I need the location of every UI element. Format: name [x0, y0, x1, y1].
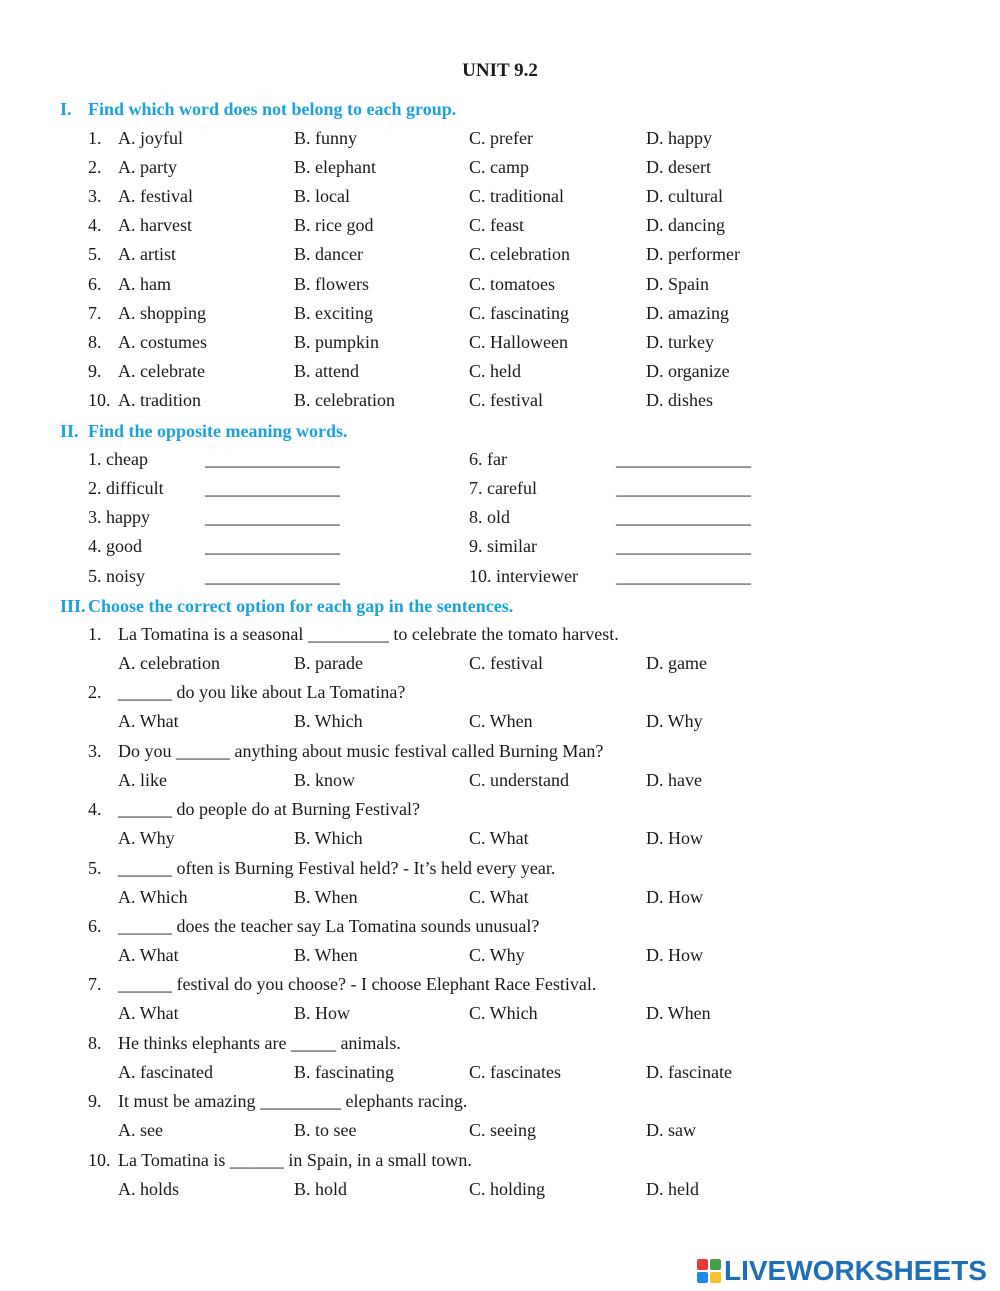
question-number: 5. [88, 244, 102, 264]
option-b: B. When [294, 887, 358, 907]
section-2-heading [60, 421, 348, 442]
option-d: D. How [646, 828, 703, 848]
option-b: B. dancer [294, 244, 363, 264]
question-number: 9. [88, 361, 102, 381]
option-b: B. flowers [294, 274, 369, 294]
section-3-title: Choose the correct option for each gap in the sentences. [88, 596, 514, 616]
answer-blank-right[interactable]: _______________ [616, 449, 751, 469]
option-a: A. shopping [118, 303, 207, 323]
answer-blank-right[interactable]: _______________ [616, 566, 751, 586]
option-c: C. tomatoes [469, 274, 555, 294]
question-text: It must be amazing _________ elephants racing. [118, 1091, 468, 1111]
question-number: 10. [88, 1150, 111, 1170]
option-c: C. festival [469, 390, 543, 410]
answer-blank-right[interactable]: _______________ [616, 536, 751, 556]
option-c: C. celebration [469, 244, 570, 264]
question-row [0, 332, 1000, 361]
question-row [0, 799, 1000, 828]
opposite-row [0, 478, 1000, 507]
question-number: 10. [88, 390, 111, 410]
option-b: B. funny [294, 128, 357, 148]
option-d: D. fascinate [646, 1062, 732, 1082]
question-text: ______ do you like about La Tomatina? [118, 682, 406, 702]
question-row [0, 741, 1000, 770]
word-left: 3. happy [88, 507, 150, 527]
option-a: A. tradition [118, 390, 201, 410]
option-a: A. Why [118, 828, 175, 848]
question-number: 6. [88, 916, 102, 936]
option-c: C. traditional [469, 186, 564, 206]
word-right: 7. careful [469, 478, 537, 498]
question-text: ______ does the teacher say La Tomatina sounds unusual? [118, 916, 540, 936]
option-d: D. desert [646, 157, 711, 177]
question-text: Do you ______ anything about music festival called Burning Man? [118, 741, 604, 761]
question-number: 8. [88, 1033, 102, 1053]
option-a: A. costumes [118, 332, 207, 352]
option-b: B. local [294, 186, 350, 206]
option-b: B. Which [294, 828, 363, 848]
opposite-row [0, 566, 1000, 595]
option-a: A. joyful [118, 128, 183, 148]
section-1-number: I. [60, 99, 72, 119]
question-row [0, 974, 1000, 1003]
question-number: 2. [88, 157, 102, 177]
liveworksheets-logo [697, 1256, 987, 1286]
option-a: A. celebration [118, 653, 220, 673]
section-3-heading [60, 596, 513, 617]
option-c: C. festival [469, 653, 543, 673]
section-2-title: Find the opposite meaning words. [88, 421, 348, 441]
option-d: D. happy [646, 128, 712, 148]
page-title: UNIT 9.2 [462, 60, 538, 81]
options-row [0, 1062, 1000, 1091]
word-left: 5. noisy [88, 566, 146, 586]
options-row [0, 653, 1000, 682]
question-row [0, 916, 1000, 945]
option-c: C. fascinates [469, 1062, 561, 1082]
option-c: C. seeing [469, 1120, 536, 1140]
option-b: B. hold [294, 1179, 348, 1199]
word-left: 2. difficult [88, 478, 164, 498]
option-a: A. party [118, 157, 177, 177]
option-a: A. see [118, 1120, 163, 1140]
option-b: B. exciting [294, 303, 373, 323]
question-number: 3. [88, 186, 102, 206]
option-c: C. fascinating [469, 303, 569, 323]
option-c: C. feast [469, 215, 524, 235]
options-row [0, 1179, 1000, 1208]
option-b: B. fascinating [294, 1062, 394, 1082]
option-b: B. attend [294, 361, 359, 381]
question-row [0, 1033, 1000, 1062]
option-a: A. celebrate [118, 361, 205, 381]
option-c: C. held [469, 361, 521, 381]
opposite-row [0, 507, 1000, 536]
answer-blank-left[interactable]: _______________ [205, 536, 340, 556]
option-b: B. rice god [294, 215, 374, 235]
question-number: 4. [88, 215, 102, 235]
logo-text: LIVEWORKSHEETS [724, 1255, 987, 1286]
question-row [0, 624, 1000, 653]
question-text: La Tomatina is a seasonal _________ to celebrate the tomato harvest. [118, 624, 619, 644]
question-number: 9. [88, 1091, 102, 1111]
options-row [0, 711, 1000, 740]
option-d: D. turkey [646, 332, 714, 352]
option-c: C. camp [469, 157, 529, 177]
answer-blank-right[interactable]: _______________ [616, 507, 751, 527]
option-c: C. What [469, 828, 529, 848]
question-number: 6. [88, 274, 102, 294]
option-a: A. fascinated [118, 1062, 213, 1082]
question-row [0, 303, 1000, 332]
word-right: 6. far [469, 449, 507, 469]
question-number: 5. [88, 858, 102, 878]
question-row [0, 244, 1000, 273]
answer-blank-left[interactable]: _______________ [205, 566, 340, 586]
option-d: D. How [646, 887, 703, 907]
logo-icon [697, 1259, 721, 1283]
section-3-number: III. [60, 596, 86, 616]
option-d: D. saw [646, 1120, 696, 1140]
answer-blank-left[interactable]: _______________ [205, 478, 340, 498]
section-1-title: Find which word does not belong to each group. [88, 99, 457, 119]
question-number: 7. [88, 974, 102, 994]
option-c: C. understand [469, 770, 569, 790]
option-d: D. game [646, 653, 707, 673]
answer-blank-right[interactable]: _______________ [616, 478, 751, 498]
question-text: ______ festival do you choose? - I choose Elephant Race Festival. [118, 974, 597, 994]
option-b: B. celebration [294, 390, 395, 410]
word-right: 9. similar [469, 536, 537, 556]
word-left: 4. good [88, 536, 142, 556]
question-row [0, 1150, 1000, 1179]
opposite-row [0, 536, 1000, 565]
option-d: D. have [646, 770, 702, 790]
option-d: D. When [646, 1003, 711, 1023]
question-row [0, 858, 1000, 887]
option-c: C. When [469, 711, 533, 731]
question-row [0, 128, 1000, 157]
question-number: 4. [88, 799, 102, 819]
option-d: D. held [646, 1179, 699, 1199]
option-b: B. know [294, 770, 356, 790]
option-a: A. What [118, 711, 179, 731]
question-row [0, 157, 1000, 186]
options-row [0, 945, 1000, 974]
option-a: A. like [118, 770, 167, 790]
option-b: B. parade [294, 653, 363, 673]
word-right: 8. old [469, 507, 511, 527]
answer-blank-left[interactable]: _______________ [205, 449, 340, 469]
word-right: 10. interviewer [469, 566, 578, 586]
options-row [0, 770, 1000, 799]
option-a: A. Which [118, 887, 188, 907]
options-row [0, 887, 1000, 916]
section-1-heading [60, 99, 456, 120]
question-text: La Tomatina is ______ in Spain, in a small town. [118, 1150, 472, 1170]
options-row [0, 1120, 1000, 1149]
question-text: He thinks elephants are _____ animals. [118, 1033, 401, 1053]
option-b: B. pumpkin [294, 332, 380, 352]
question-number: 1. [88, 624, 102, 644]
option-a: A. holds [118, 1179, 180, 1199]
option-a: A. festival [118, 186, 193, 206]
option-a: A. What [118, 945, 179, 965]
option-d: D. Spain [646, 274, 709, 294]
option-d: D. performer [646, 244, 740, 264]
option-d: D. amazing [646, 303, 729, 323]
option-d: D. Why [646, 711, 703, 731]
options-row [0, 1003, 1000, 1032]
option-b: B. to see [294, 1120, 357, 1140]
option-c: C. What [469, 887, 529, 907]
question-row [0, 682, 1000, 711]
option-d: D. dishes [646, 390, 713, 410]
option-c: C. Which [469, 1003, 538, 1023]
question-text: ______ often is Burning Festival held? - It’s held every year. [118, 858, 556, 878]
question-number: 2. [88, 682, 102, 702]
option-a: A. What [118, 1003, 179, 1023]
options-row [0, 828, 1000, 857]
option-b: B. How [294, 1003, 351, 1023]
option-d: D. cultural [646, 186, 723, 206]
section-2-number: II. [60, 421, 79, 441]
option-a: A. ham [118, 274, 171, 294]
question-number: 8. [88, 332, 102, 352]
question-row [0, 274, 1000, 303]
question-row [0, 215, 1000, 244]
question-row [0, 186, 1000, 215]
question-row [0, 361, 1000, 390]
answer-blank-left[interactable]: _______________ [205, 507, 340, 527]
option-c: C. Why [469, 945, 525, 965]
option-c: C. prefer [469, 128, 533, 148]
option-a: A. artist [118, 244, 176, 264]
question-row [0, 390, 1000, 419]
option-b: B. When [294, 945, 358, 965]
option-a: A. harvest [118, 215, 192, 235]
question-row [0, 1091, 1000, 1120]
option-c: C. holding [469, 1179, 546, 1199]
option-d: D. How [646, 945, 703, 965]
question-number: 7. [88, 303, 102, 323]
option-c: C. Halloween [469, 332, 568, 352]
option-b: B. elephant [294, 157, 376, 177]
word-left: 1. cheap [88, 449, 148, 469]
question-number: 3. [88, 741, 102, 761]
opposite-row [0, 449, 1000, 478]
question-number: 1. [88, 128, 102, 148]
option-b: B. Which [294, 711, 363, 731]
option-d: D. dancing [646, 215, 725, 235]
option-d: D. organize [646, 361, 730, 381]
question-text: ______ do people do at Burning Festival? [118, 799, 420, 819]
